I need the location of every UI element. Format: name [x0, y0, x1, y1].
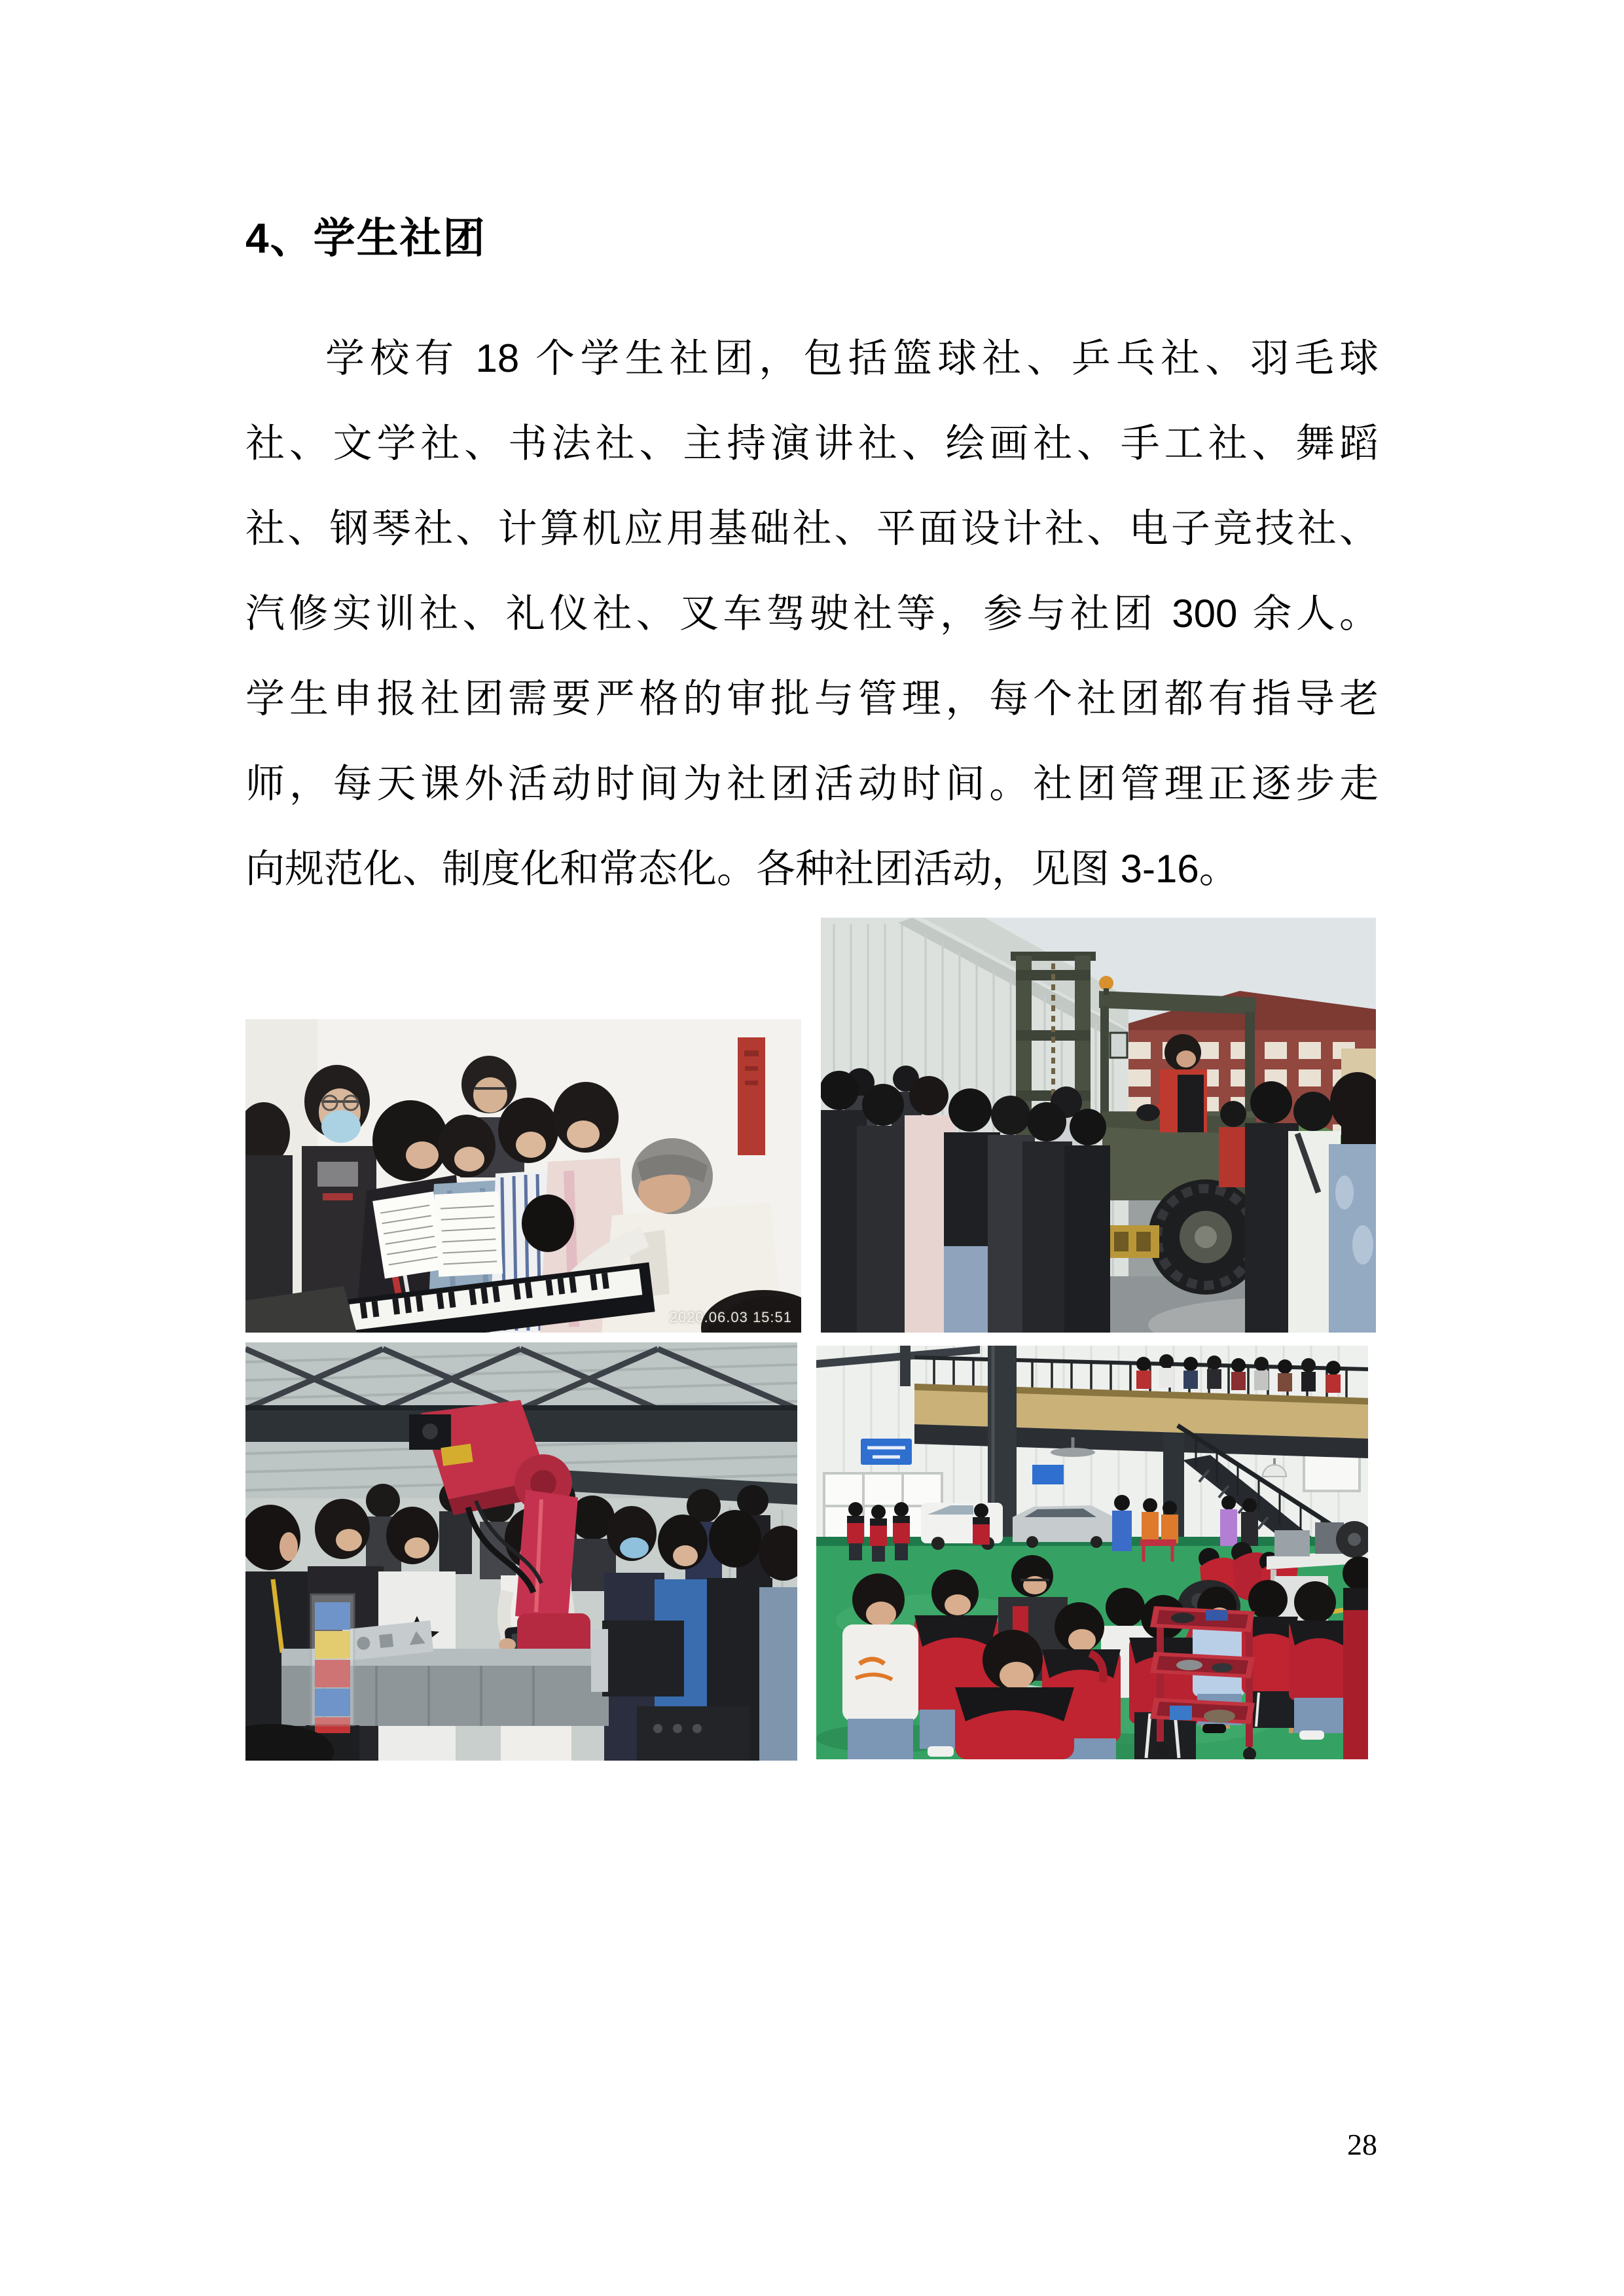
paragraph-line: 社、文学社、书法社、主持演讲社、绘画社、手工社、舞蹈 — [245, 422, 1379, 465]
section-heading: 4、学生社团 — [245, 215, 486, 262]
photo-timestamp: 2020.06.03 15:51 — [669, 1309, 792, 1325]
paragraph-line: 向规范化、制度化和常态化。各种社团活动，见图 3-16。 — [245, 847, 1238, 891]
photo-auto-workshop — [816, 1346, 1368, 1759]
workshop-photo-illustration — [816, 1346, 1368, 1759]
photo-piano-club — [245, 1019, 801, 1333]
forklift-photo-illustration — [821, 918, 1376, 1333]
page-number: 28 — [1347, 2128, 1377, 2161]
robot-photo-illustration — [245, 1342, 797, 1761]
photo-robot-arm — [245, 1342, 797, 1761]
body-paragraph — [245, 316, 1379, 912]
paragraph-line: 学校有 18 个学生社团，包括篮球社、乒乓社、羽毛球 — [325, 336, 1379, 380]
paragraph-line: 师，每天课外活动时间为社团活动时间。社团管理正逐步走 — [245, 762, 1379, 806]
paragraph-line: 学生申报社团需要严格的审批与管理，每个社团都有指导老 — [245, 677, 1379, 721]
paragraph-line: 社、钢琴社、计算机应用基础社、平面设计社、电子竞技社、 — [245, 507, 1379, 550]
photo-forklift-club — [821, 918, 1376, 1333]
piano-photo-illustration — [245, 1019, 801, 1333]
paragraph-line: 汽修实训社、礼仪社、叉车驾驶社等，参与社团 300 余人。 — [245, 592, 1379, 636]
